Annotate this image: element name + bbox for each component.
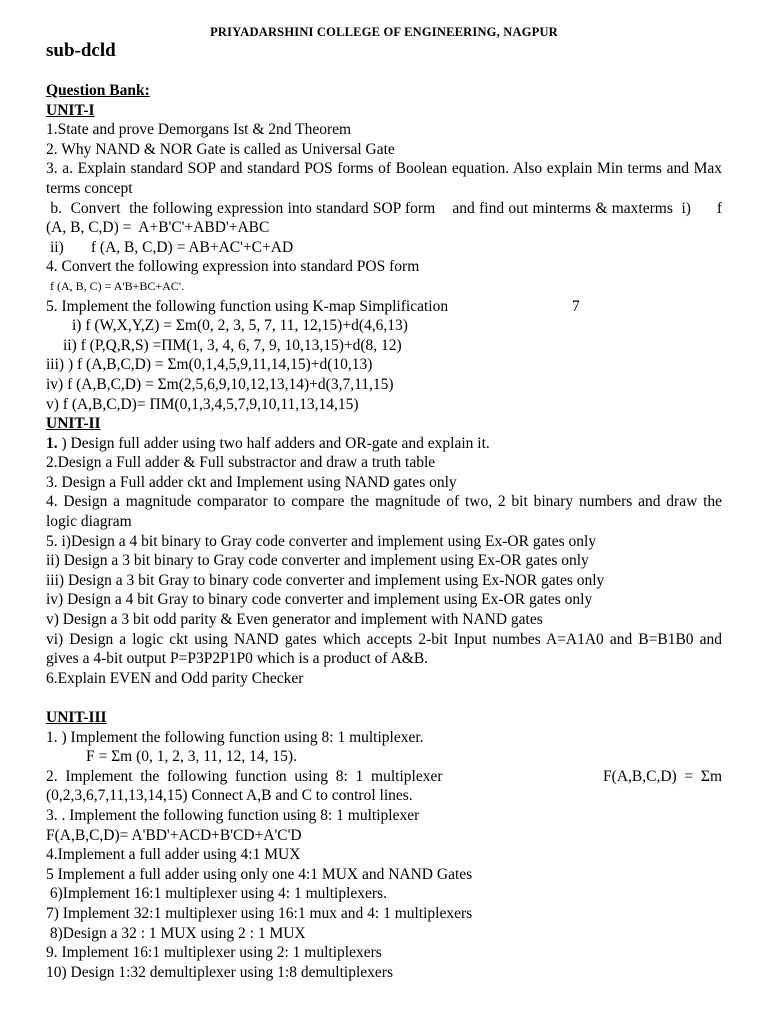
unit-3-q9: 9. Implement 16:1 multiplexer using 2: 1 multiplexers [46, 944, 382, 962]
unit-2-q1-number: 1. [46, 434, 58, 452]
unit-1-q5-v: v) f (A,B,C,D)= ΠM(0,1,3,4,5,7,9,10,11,13,14,15) [46, 395, 359, 413]
unit-2-q1-text: ) Design full adder using two half adders and OR-gate and explain it. [57, 434, 490, 452]
question-bank [46, 81, 726, 982]
unit-3-heading: UNIT-III [46, 709, 107, 726]
unit-3-q3: 3. . Implement the following function using 8: 1 multiplexer [46, 806, 420, 824]
unit-3-q3-expr: F(A,B,C,D)= A'BD'+ACD+B'CD+A'C'D [46, 826, 302, 844]
unit-1-q5-iv: iv) f (A,B,C,D) = Σm(2,5,6,9,10,12,13,14)+d(3,7,11,15) [46, 375, 394, 393]
unit-2-q5-iv: iv) Design a 4 bit Gray to binary code converter and implement using Ex-OR gates only [46, 591, 593, 609]
unit-2-q5-i: 5. i)Design a 4 bit binary to Gray code converter and implement using Ex-OR gates only [46, 532, 597, 550]
unit-1-q3b: b. Convert the following expression into standard SOP form and find out minterms & maxterms i) f (A, B, C,D) = A+B'C'+ABD'+ABC [46, 199, 726, 237]
unit-1-q1: 1.State and prove Demorgans Ist & 2nd Theorem [46, 121, 352, 139]
unit-3-q7: 7) Implement 32:1 multiplexer using 16:1 mux and 4: 1 multiplexers [46, 904, 473, 922]
spacer [46, 688, 722, 708]
unit-3-q6: 6)Implement 16:1 multiplexer using 4: 1 multiplexers. [46, 885, 387, 903]
unit-3-q1-expr: F = Σm (0, 1, 2, 3, 11, 12, 14, 15). [86, 748, 297, 766]
unit-2-q3: 3. Design a Full adder ckt and Implement using NAND gates only [46, 473, 457, 491]
unit-3-q5: 5 Implement a full adder using only one 4:1 MUX and NAND Gates [46, 865, 473, 883]
unit-2-q5-iii: iii) Design a 3 bit Gray to binary code converter and implement using Ex-NOR gates only [46, 571, 605, 589]
unit-3-q4: 4.Implement a full adder using 4:1 MUX [46, 846, 301, 864]
unit-1-q4: 4. Convert the following expression into standard POS form [46, 258, 420, 276]
unit-1-q4-expr: f (A, B, C) = A'B+BC+AC'. [50, 278, 184, 293]
unit-2-q2: 2.Design a Full adder & Full substractor and draw a truth table [46, 454, 436, 472]
unit-1-q3a: 3. a. Explain standard SOP and standard POS forms of Boolean equation. Also explain Min terms and Max terms concept [46, 160, 722, 197]
unit-3-q2-cont: (0,2,3,6,7,11,13,14,15) Connect A,B and C to control lines. [46, 787, 413, 805]
unit-2-q5-ii: ii) Design a 3 bit binary to Gray code converter and implement using Ex-OR gates only [46, 552, 589, 570]
unit-1-q5-iii: iii) ) f (A,B,C,D) = Σm(0,1,4,5,9,11,14,15)+d(10,13) [46, 356, 373, 374]
unit-2-q1 [46, 434, 722, 454]
unit-1-heading: UNIT-I [46, 101, 95, 119]
unit-1-q3b-ii: ii) f (A, B, C,D) = AB+AC'+C+AD [50, 238, 294, 256]
unit-2-q6: 6.Explain EVEN and Odd parity Checker [46, 669, 304, 687]
unit-3-q1: 1. ) Implement the following function using 8: 1 multiplexer. [46, 728, 424, 746]
unit-1-q5 [46, 297, 722, 317]
unit-2-q5-v: v) Design a 3 bit odd parity & Even generator and implement with NAND gates [46, 611, 543, 629]
college-name: PRIYADARSHINI COLLEGE OF ENGINEERING, NAGPUR [210, 25, 558, 39]
question-bank-heading: Question Bank: [46, 82, 150, 99]
unit-3-q8: 8)Design a 32 : 1 MUX using 2 : 1 MUX [46, 924, 306, 942]
unit-2-q5-vi: vi) Design a logic ckt using NAND gates which accepts 2-bit Input numbes A=A1A0 and B=B1B0 and gives a 4-bit output P=P3P2P1P0 which is a product of A&B. [46, 630, 722, 668]
unit-1-q2: 2. Why NAND & NOR Gate is called as Universal Gate [46, 140, 395, 158]
unit-3-q2 [46, 767, 722, 787]
unit-2-heading: UNIT-II [46, 415, 101, 433]
unit-1-q5-ii: ii) f (P,Q,R,S) =ΠM(1, 3, 4, 6, 7, 9, 10,13,15)+d(8, 12) [63, 336, 402, 354]
unit-2-q4: 4. Design a magnitude comparator to compare the magnitude of two, 2 bit binary numbers and draw the logic diagram [46, 493, 722, 531]
unit-3-q10: 10) Design 1:32 demultiplexer using 1:8 demultiplexers [46, 963, 393, 981]
unit-3-q2-function: F(A,B,C,D) = Σm [603, 767, 722, 785]
unit-3-q2-text: 2. Implement the following function using 8: 1 multiplexer [46, 767, 443, 785]
unit-1-q5-text: 5. Implement the following function using K-map Simplification [46, 297, 449, 315]
subject-title: sub-dcld [46, 40, 116, 61]
unit-1-q5-i: i) f (W,X,Y,Z) = Σm(0, 2, 3, 5, 7, 11, 12,15)+d(4,6,13) [72, 317, 408, 335]
unit-1-q5-mark: 7 [572, 297, 580, 315]
